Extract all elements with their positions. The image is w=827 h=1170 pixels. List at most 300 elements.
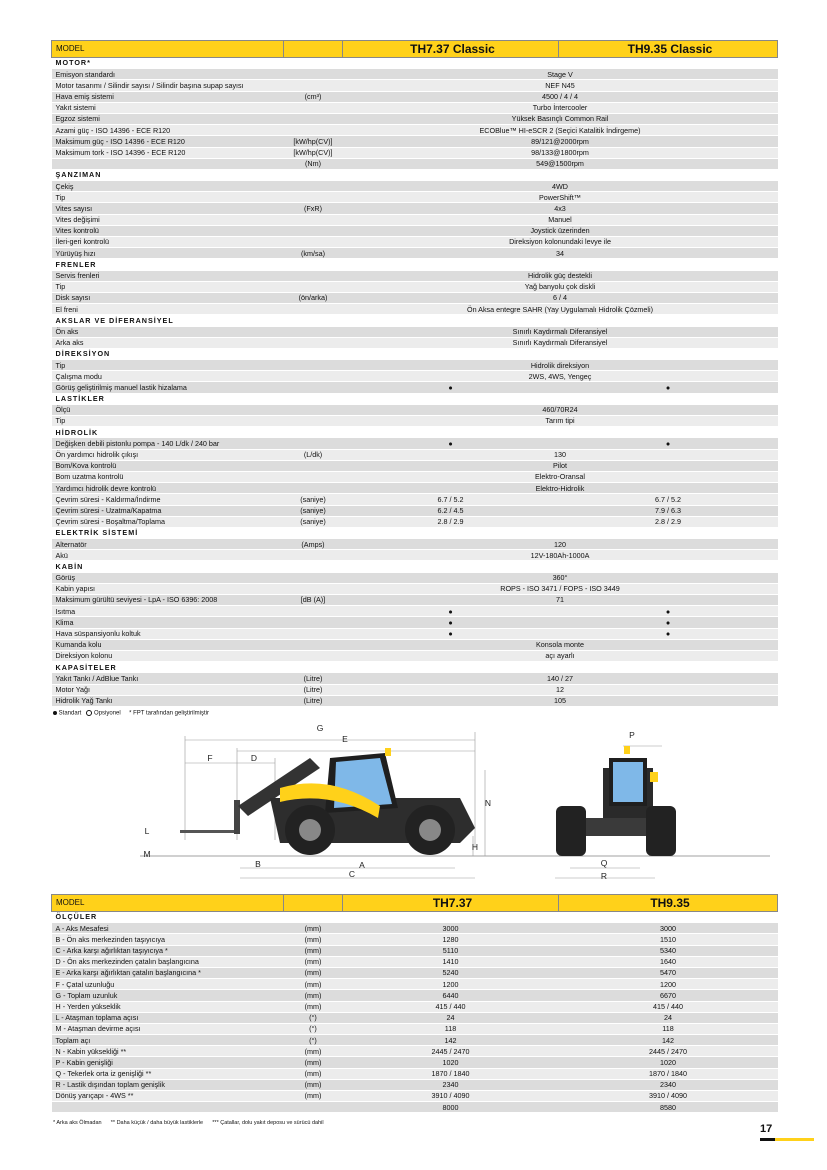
row-value: Sınırlı Kaydırmalı Diferansiyel: [343, 337, 778, 348]
table-row: [52, 684, 778, 695]
row-label: Vites kontrolü: [52, 225, 284, 236]
row-value-col-1: ●: [343, 606, 559, 617]
row-value: 89/121@2000rpm: [343, 136, 778, 147]
table-row: [52, 360, 778, 371]
row-value-col-1: 142: [343, 1035, 559, 1046]
row-unit: (mm): [284, 1068, 343, 1079]
row-unit: [284, 572, 343, 583]
row-label: Hidrolik Yağ Tankı: [52, 695, 284, 706]
table-row: [52, 979, 778, 990]
row-value: Turbo İntercooler: [343, 102, 778, 113]
row-label: Yürüyüş hızı: [52, 248, 284, 259]
row-unit: [284, 113, 343, 124]
row-label: Çekiş: [52, 181, 284, 192]
row-label: Kumanda kolu: [52, 639, 284, 650]
dim-label-c: C: [348, 869, 356, 879]
row-label: Motor Yağı: [52, 684, 284, 695]
row-unit: [284, 270, 343, 281]
row-value-col-2: 1640: [559, 956, 778, 967]
row-value-col-2: 2.8 / 2.9: [559, 516, 778, 527]
model-col-1: TH7.37: [343, 895, 559, 912]
row-value: PowerShift™: [343, 192, 778, 203]
row-label: F - Çatal uzunluğu: [52, 979, 284, 990]
dim-label-h: H: [471, 842, 479, 852]
row-value-col-1: 5110: [343, 945, 559, 956]
telehandler-side-view: [180, 748, 475, 855]
footnotes: [53, 1120, 324, 1126]
row-value: 12V-180Ah-1000A: [343, 550, 778, 561]
model-label: MODEL: [52, 895, 284, 912]
section-heading: [52, 348, 778, 359]
row-unit: [284, 214, 343, 225]
row-unit: (mm): [284, 1057, 343, 1068]
row-label: Vites değişimi: [52, 214, 284, 225]
row-unit: [dB (A)]: [284, 595, 343, 606]
row-unit: (mm): [284, 990, 343, 1001]
row-value-col-1: ●: [343, 382, 559, 393]
row-label: Arka aks: [52, 337, 284, 348]
row-value: 34: [343, 248, 778, 259]
row-value-col-2: 2445 / 2470: [559, 1046, 778, 1057]
legend-standard: Standart: [58, 710, 82, 717]
table-row: [52, 1057, 778, 1068]
table-row: [52, 337, 778, 348]
row-label: Tip: [52, 281, 284, 292]
dim-label-a: A: [359, 860, 365, 870]
row-unit: [284, 382, 343, 393]
footnote-3: *** Çatallar, dolu yakıt deposu ve sürücü dahil: [212, 1120, 324, 1126]
dim-label-d: D: [250, 753, 258, 763]
table-row: [52, 617, 778, 628]
row-unit: (km/sa): [284, 248, 343, 259]
row-label: Kabin yapısı: [52, 583, 284, 594]
row-label: Vites sayısı: [52, 203, 284, 214]
row-unit: [284, 69, 343, 80]
row-value-col-2: 24: [559, 1012, 778, 1023]
table-row: [52, 371, 778, 382]
row-unit: [284, 237, 343, 248]
row-unit: [284, 281, 343, 292]
row-value-col-2: 5340: [559, 945, 778, 956]
table-row: [52, 550, 778, 561]
row-label: A - Aks Mesafesi: [52, 923, 284, 934]
row-label: [52, 158, 284, 169]
row-label: Servis frenleri: [52, 270, 284, 281]
section-title: MOTOR*: [52, 58, 778, 69]
table-row: [52, 225, 778, 236]
row-value-col-1: 5240: [343, 967, 559, 978]
row-unit: (mm): [284, 1079, 343, 1090]
row-value: 71: [343, 595, 778, 606]
table-row: [52, 650, 778, 661]
row-value-col-1: 1200: [343, 979, 559, 990]
row-unit: (cm³): [284, 91, 343, 102]
row-label: Değişken debili pistonlu pompa - 140 L/dk / 240 bar: [52, 438, 284, 449]
table-row: [52, 956, 778, 967]
row-value: 98/133@1800rpm: [343, 147, 778, 158]
row-label: Isıtma: [52, 606, 284, 617]
row-value: 360°: [343, 572, 778, 583]
row-value-col-2: 6.7 / 5.2: [559, 494, 778, 505]
table-row: [52, 1091, 778, 1102]
row-label: Çalışma modu: [52, 371, 284, 382]
row-unit: (°): [284, 1012, 343, 1023]
table-row: [52, 237, 778, 248]
row-value-col-1: 3910 / 4090: [343, 1091, 559, 1102]
row-value-col-1: 1870 / 1840: [343, 1068, 559, 1079]
row-label: Egzoz sistemi: [52, 113, 284, 124]
row-unit: [284, 326, 343, 337]
row-value: Elektro-Hidrolik: [343, 483, 778, 494]
row-label: Ön yardımcı hidrolik çıkışı: [52, 449, 284, 460]
row-label: Hava süspansiyonlu koltuk: [52, 628, 284, 639]
section-heading: [52, 259, 778, 270]
row-label: Tip: [52, 360, 284, 371]
row-unit: (ön/arka): [284, 292, 343, 303]
row-value-col-2: ●: [559, 382, 778, 393]
row-unit: [284, 80, 343, 91]
dim-label-m: M: [143, 849, 151, 859]
section-heading: [52, 393, 778, 404]
row-value-col-1: 24: [343, 1012, 559, 1023]
row-value-col-1: 6.2 / 4.5: [343, 505, 559, 516]
table-row: [52, 923, 778, 934]
row-label: E - Arka karşı ağırlıktan çatalın başlangıcına *: [52, 967, 284, 978]
table-row: [52, 113, 778, 124]
row-label: Hava emiş sistemi: [52, 91, 284, 102]
row-label: B - Ön aks merkezinden taşıyıcıya: [52, 934, 284, 945]
standard-dot-icon: [53, 711, 57, 715]
row-value: 140 / 27: [343, 673, 778, 684]
table-row: [52, 673, 778, 684]
section-title: KABİN: [52, 561, 778, 572]
table-row: [52, 147, 778, 158]
table-row: [52, 516, 778, 527]
table-row: [52, 69, 778, 80]
table-row: [52, 934, 778, 945]
row-unit: [284, 438, 343, 449]
row-value: Elektro-Oransal: [343, 471, 778, 482]
model-col-2: TH9.35: [559, 895, 778, 912]
table-row: [52, 639, 778, 650]
table-row: [52, 270, 778, 281]
row-value-col-2: 3000: [559, 923, 778, 934]
table-row: [52, 539, 778, 550]
table-row: [52, 572, 778, 583]
row-unit: [284, 181, 343, 192]
row-value: Stage V: [343, 69, 778, 80]
row-value-col-2: 2340: [559, 1079, 778, 1090]
row-label: Alternatör: [52, 539, 284, 550]
row-label: Çevrim süresi - Uzatma/Kapatma: [52, 505, 284, 516]
row-unit: [284, 471, 343, 482]
section-heading: [52, 169, 778, 180]
row-unit: (Litre): [284, 673, 343, 684]
row-value: 460/70R24: [343, 404, 778, 415]
legend-note: * FPT tarafından geliştirilmiştir: [129, 710, 209, 717]
section-heading: [52, 912, 778, 923]
row-value-col-1: 415 / 440: [343, 1001, 559, 1012]
row-value-col-2: 5470: [559, 967, 778, 978]
row-value-col-2: ●: [559, 606, 778, 617]
legend-optional: Opsiyonel: [94, 710, 121, 717]
section-heading: [52, 527, 778, 538]
row-unit: (saniye): [284, 494, 343, 505]
row-unit: (mm): [284, 967, 343, 978]
table-row: [52, 1079, 778, 1090]
table-row: [52, 494, 778, 505]
dimension-drawing: [130, 718, 770, 886]
row-unit: [284, 192, 343, 203]
section-title: KAPASİTELER: [52, 662, 778, 673]
row-unit: (mm): [284, 945, 343, 956]
row-label: Ön aks: [52, 326, 284, 337]
row-unit: (FxR): [284, 203, 343, 214]
page-accent-bar: [760, 1138, 814, 1141]
row-value: 4x3: [343, 203, 778, 214]
specs-table: [51, 40, 778, 707]
row-label: D - Ön aks merkezinden çatalın başlangıcına: [52, 956, 284, 967]
table-row: [52, 1023, 778, 1034]
row-label: Dönüş yarıçapı - 4WS **: [52, 1091, 284, 1102]
section-title: ÖLÇÜLER: [52, 912, 778, 923]
row-label: Disk sayısı: [52, 292, 284, 303]
row-value-col-1: 3000: [343, 923, 559, 934]
section-title: LASTİKLER: [52, 393, 778, 404]
table-row: [52, 1001, 778, 1012]
row-unit: (mm): [284, 1001, 343, 1012]
row-unit: (saniye): [284, 516, 343, 527]
table-row: [52, 125, 778, 136]
row-unit: [284, 416, 343, 427]
row-value: Manuel: [343, 214, 778, 225]
table-row: [52, 102, 778, 113]
table-row: [52, 967, 778, 978]
row-value-col-2: 1020: [559, 1057, 778, 1068]
row-unit: (Litre): [284, 684, 343, 695]
row-value-col-1: 2340: [343, 1079, 559, 1090]
row-value-col-2: 415 / 440: [559, 1001, 778, 1012]
row-value-col-1: 2.8 / 2.9: [343, 516, 559, 527]
section-heading: [52, 427, 778, 438]
row-unit: [284, 125, 343, 136]
table-row: [52, 404, 778, 415]
row-value-col-1: ●: [343, 628, 559, 639]
row-unit: (mm): [284, 1091, 343, 1102]
table-row: [52, 1035, 778, 1046]
table-row: [52, 292, 778, 303]
table-row: [52, 460, 778, 471]
row-label: L - Ataşman toplama açısı: [52, 1012, 284, 1023]
row-label: C - Arka karşı ağırlıktan taşıyıcıya *: [52, 945, 284, 956]
row-unit: [284, 102, 343, 113]
table-row: [52, 248, 778, 259]
row-label: Tip: [52, 416, 284, 427]
section-heading: [52, 561, 778, 572]
row-value-col-1: 6440: [343, 990, 559, 1001]
section-title: ŞANZIMAN: [52, 169, 778, 180]
row-value-col-2: ●: [559, 438, 778, 449]
row-value-col-2: 118: [559, 1023, 778, 1034]
row-value: 549@1500rpm: [343, 158, 778, 169]
section-title: ELEKTRİK SİSTEMİ: [52, 527, 778, 538]
row-label: Azami güç - ISO 14396 - ECE R120: [52, 125, 284, 136]
table-row: [52, 1046, 778, 1057]
table-row: [52, 1012, 778, 1023]
footnote-1: * Arka aks Ölmadan: [53, 1120, 102, 1126]
dim-label-e: E: [342, 734, 348, 744]
row-unit: (mm): [284, 956, 343, 967]
row-unit: [284, 583, 343, 594]
row-label: Ölçü: [52, 404, 284, 415]
table-row: [52, 281, 778, 292]
table-row: [52, 214, 778, 225]
row-unit: [284, 460, 343, 471]
row-unit: [284, 1102, 343, 1113]
row-value: 4WD: [343, 181, 778, 192]
row-value: Konsola monte: [343, 639, 778, 650]
table-row: [52, 595, 778, 606]
section-heading: [52, 315, 778, 326]
row-value: Yüksek Basınçlı Common Rail: [343, 113, 778, 124]
dim-label-n: N: [484, 798, 492, 808]
row-value-col-1: ●: [343, 617, 559, 628]
row-unit: (L/dk): [284, 449, 343, 460]
row-label: Görüş geliştirilmiş manuel lastik hizalama: [52, 382, 284, 393]
optional-circle-icon: [86, 710, 92, 716]
row-label: N - Kabin yüksekliği **: [52, 1046, 284, 1057]
dim-label-r: R: [600, 871, 608, 881]
row-value: 4500 / 4 / 4: [343, 91, 778, 102]
table-row: [52, 628, 778, 639]
table-row: [52, 1068, 778, 1079]
row-unit: (°): [284, 1023, 343, 1034]
dim-label-b: B: [255, 859, 261, 869]
row-label: İleri-geri kontrolü: [52, 237, 284, 248]
row-label: Yardımcı hidrolik devre kontrolü: [52, 483, 284, 494]
row-unit: (mm): [284, 979, 343, 990]
row-label: Akü: [52, 550, 284, 561]
row-value-col-2: 142: [559, 1035, 778, 1046]
row-value-col-1: 1410: [343, 956, 559, 967]
row-value: Direksiyon kolonundaki levye ile: [343, 237, 778, 248]
row-label: Çevrim süresi - Boşaltma/Toplama: [52, 516, 284, 527]
row-unit: [284, 483, 343, 494]
row-value-col-2: 3910 / 4090: [559, 1091, 778, 1102]
row-label: H - Yerden yükseklik: [52, 1001, 284, 1012]
row-label: Q - Tekerlek orta iz genişliği **: [52, 1068, 284, 1079]
table-row: [52, 181, 778, 192]
row-label: [52, 1102, 284, 1113]
row-value-col-2: 8580: [559, 1102, 778, 1113]
row-unit: [284, 225, 343, 236]
row-value-col-2: ●: [559, 617, 778, 628]
row-value-col-2: 1870 / 1840: [559, 1068, 778, 1079]
row-unit: [kW/hp(CV)]: [284, 147, 343, 158]
row-value-col-1: 2445 / 2470: [343, 1046, 559, 1057]
row-label: Emisyon standardı: [52, 69, 284, 80]
row-label: Bom uzatma kontrolü: [52, 471, 284, 482]
dim-label-l: L: [144, 826, 150, 836]
row-value: ECOBlue™ HI-eSCR 2 (Seçici Katalitik İndirgeme): [343, 125, 778, 136]
dimensions-table: [51, 894, 778, 1113]
dim-label-p: P: [629, 730, 635, 740]
section-title: HİDROLİK: [52, 427, 778, 438]
row-label: Yakıt sistemi: [52, 102, 284, 113]
row-value-col-1: 1280: [343, 934, 559, 945]
row-label: El freni: [52, 304, 284, 315]
row-value: açı ayarlı: [343, 650, 778, 661]
row-unit: (Amps): [284, 539, 343, 550]
table-header: [52, 41, 778, 58]
telehandler-front-view: [556, 746, 676, 856]
legend: [53, 710, 209, 717]
dim-label-q: Q: [600, 858, 608, 868]
row-value: Ön Aksa entegre SAHR (Yay Uygulamalı Hidrolik Çözmeli): [343, 304, 778, 315]
row-unit: [284, 628, 343, 639]
row-unit: (mm): [284, 923, 343, 934]
row-label: Maksimum tork - ISO 14396 - ECE R120: [52, 147, 284, 158]
section-title: FRENLER: [52, 259, 778, 270]
section-heading: [52, 662, 778, 673]
row-unit: (°): [284, 1035, 343, 1046]
row-value: 120: [343, 539, 778, 550]
row-value-col-2: 6670: [559, 990, 778, 1001]
row-value: ROPS - ISO 3471 / FOPS - ISO 3449: [343, 583, 778, 594]
row-value: Sınırlı Kaydırmalı Diferansiyel: [343, 326, 778, 337]
row-unit: [284, 550, 343, 561]
row-value: Yağ banyolu çok diskli: [343, 281, 778, 292]
table-row: [52, 471, 778, 482]
row-value-col-1: 6.7 / 5.2: [343, 494, 559, 505]
row-value: 105: [343, 695, 778, 706]
table-row: [52, 203, 778, 214]
table-row: [52, 505, 778, 516]
row-label: P - Kabin genişliği: [52, 1057, 284, 1068]
page-number: 17: [760, 1123, 773, 1135]
row-unit: [284, 404, 343, 415]
row-value: 2WS, 4WS, Yengeç: [343, 371, 778, 382]
table-row: [52, 945, 778, 956]
table-row: [52, 438, 778, 449]
row-unit: [284, 371, 343, 382]
table-row: [52, 583, 778, 594]
row-label: G - Toplam uzunluk: [52, 990, 284, 1001]
row-unit: (mm): [284, 1046, 343, 1057]
row-label: Çevrim süresi - Kaldırma/İndirme: [52, 494, 284, 505]
row-value-col-2: ●: [559, 628, 778, 639]
row-unit: (Nm): [284, 158, 343, 169]
row-value-col-1: 8000: [343, 1102, 559, 1113]
table-row: [52, 483, 778, 494]
row-value: Hidrolik güç destekli: [343, 270, 778, 281]
row-value: NEF N45: [343, 80, 778, 91]
table-row: [52, 158, 778, 169]
row-label: R - Lastik dışından toplam genişlik: [52, 1079, 284, 1090]
table-row: [52, 136, 778, 147]
section-heading: [52, 58, 778, 69]
table-row: [52, 91, 778, 102]
table-row: [52, 382, 778, 393]
row-unit: [284, 606, 343, 617]
row-value: 130: [343, 449, 778, 460]
row-value-col-2: 1200: [559, 979, 778, 990]
row-value-col-1: ●: [343, 438, 559, 449]
row-unit: [284, 360, 343, 371]
row-value-col-1: 118: [343, 1023, 559, 1034]
table-row: [52, 449, 778, 460]
table-row: [52, 1102, 778, 1113]
